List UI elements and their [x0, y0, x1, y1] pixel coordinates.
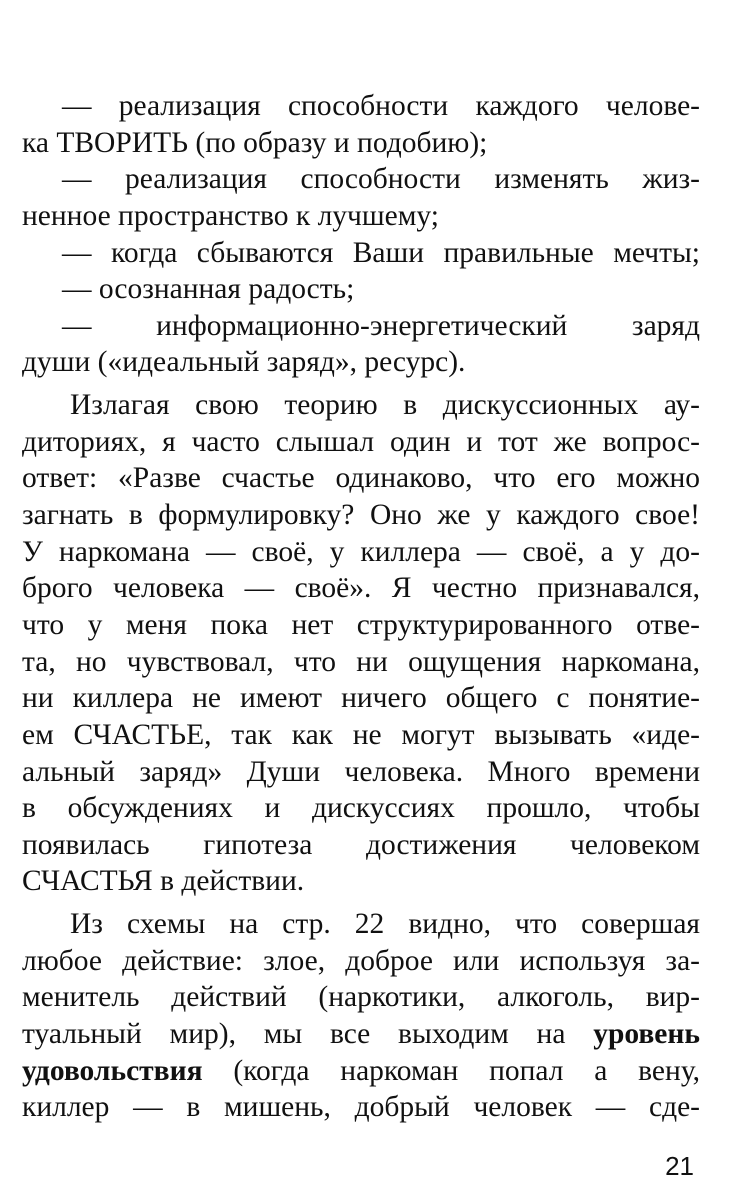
text-line: У наркомана — своё, у киллера — своё, а у до- — [22, 535, 700, 568]
text-line: — когда сбываются Ваши правильные мечты; — [62, 236, 700, 269]
text-line: ненное пространство к лучшему; — [22, 199, 439, 232]
text-line: СЧАСТЬЯ в действии. — [22, 865, 305, 898]
bold-term: уровень — [593, 1018, 700, 1051]
text-line: Из схемы на стр. 22 видно, что совершая — [70, 908, 700, 941]
text-line: киллер — в мишень, добрый человек — сде- — [22, 1091, 700, 1124]
text-line: любое действие: злое, доброе или используя за- — [22, 944, 700, 977]
text-line: ем СЧАСТЬЕ, так как не могут вызывать «иде- — [22, 718, 700, 751]
text-line: в обсуждениях и дискуссиях прошло, чтобы — [22, 792, 700, 825]
text-line: что у меня пока нет структурированного отве- — [22, 608, 700, 641]
text-line: альный заряд» Души человека. Много времени — [22, 755, 700, 788]
text-line: та, но чувствовал, что ни ощущения наркомана, — [22, 645, 700, 678]
text-line: души («идеальный заряд», ресурс). — [22, 346, 466, 379]
text-fragment: туальный мир), мы все выходим на — [22, 1018, 566, 1051]
text-line: появилась гипотеза достижения человеком — [22, 828, 700, 861]
page-number: 21 — [665, 1151, 694, 1181]
text-line: — реализация способности изменять жиз- — [62, 163, 700, 196]
text-line: менитель действий (наркотики, алкоголь, вир- — [22, 981, 700, 1014]
text-fragment: (когда наркоман попал а вену, — [202, 1054, 700, 1087]
text-line-with-bold — [22, 1053, 700, 1090]
bold-term: удовольствия — [22, 1054, 203, 1087]
page-body-text — [22, 88, 700, 1126]
text-line: ка ТВОРИТЬ (по образу и подобию); — [22, 126, 488, 159]
text-line: Излагая свою теорию в дискуссионных ау- — [70, 389, 700, 422]
text-line-with-bold — [22, 1016, 700, 1053]
text-line: диториях, я часто слышал один и тот же вопрос- — [22, 425, 700, 458]
text-line: — реализация способности каждого челове- — [62, 90, 700, 122]
text-line: загнать в формулировку? Оно же у каждого свое! — [22, 499, 700, 532]
text-line: — осознанная радость; — [62, 273, 355, 306]
text-line: — информационно-энергетический заряд — [62, 309, 700, 342]
text-line: ответ: «Разве счастье одинаково, что его можно — [22, 462, 700, 495]
text-line: брого человека — своё». Я честно признавался, — [22, 572, 700, 605]
text-line: ни киллера не имеют ничего общего с понятие- — [22, 682, 700, 715]
